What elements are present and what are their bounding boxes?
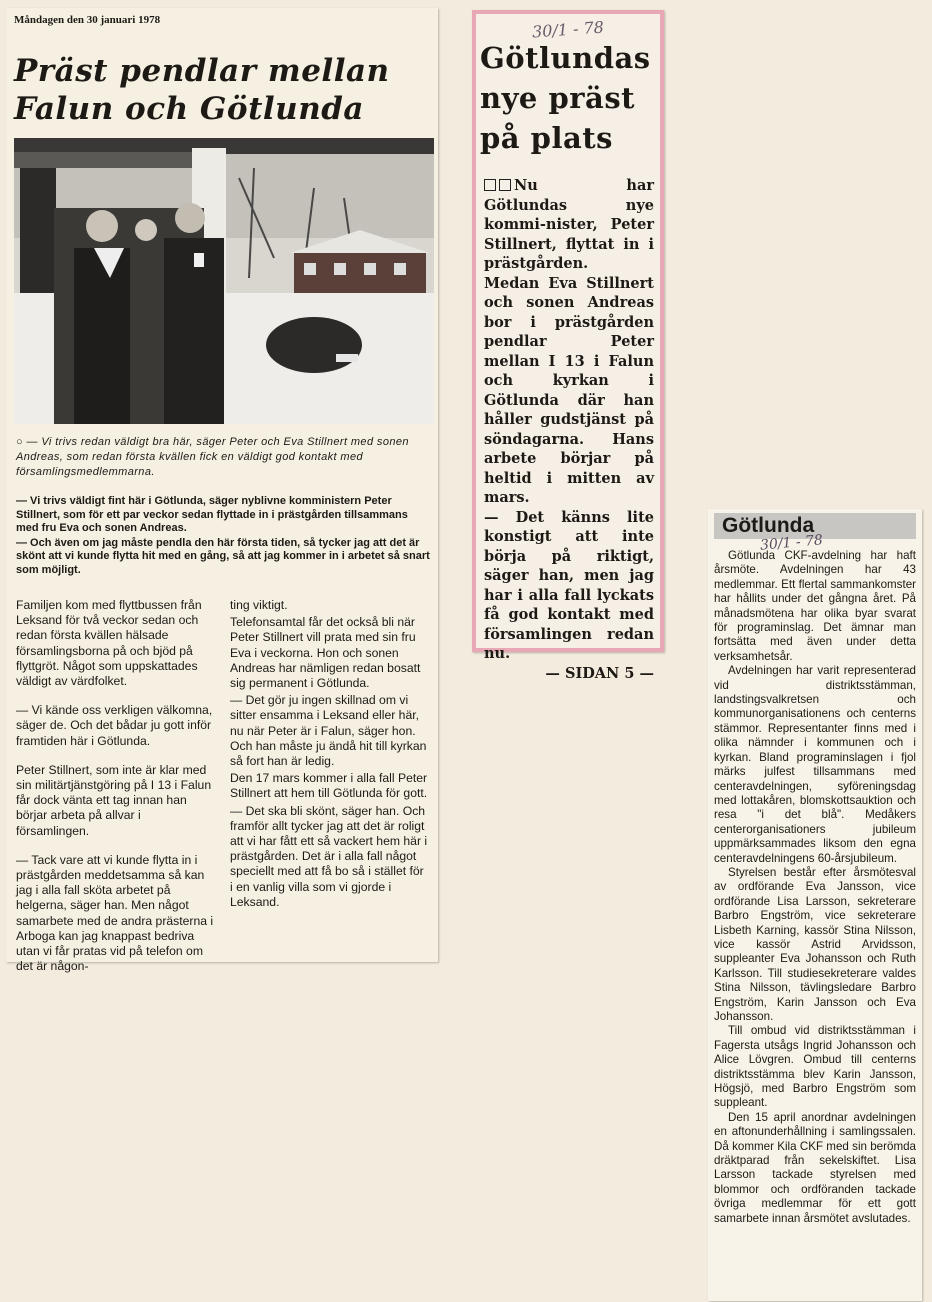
headline — [480, 38, 660, 158]
family-photo — [14, 138, 434, 424]
clipping-inner — [476, 14, 660, 682]
body-paragraph: Den 15 april anordnar avdelningen en aftonunderhållning i samlingssalen. Då kommer Kila CKF med sin berömda dräktparad från sekelskiftet. Lisa Larsson tackade styrelsen med blommor och ordföranden tackade övriga medlemmar för ett gott samarbete innan årsmötet avslutades. — [714, 1110, 916, 1225]
handwritten-date: 30/1 - 78 — [531, 17, 605, 42]
body-paragraph: Götlunda CKF-avdelning har haft årsmöte. Avdelningen har 43 medlemmar. Ett flertal sammankomster har hållits under det gångna året. På månadsmötena har olika byar svarat för programinslag. Det ämnar man fortsätta med även under detta verksamhetsår. — [714, 549, 916, 663]
headline-line: Präst pendlar mellan — [14, 53, 390, 89]
body-column-left — [16, 598, 214, 988]
dateline: Måndagen den 30 januari 1978 — [14, 14, 161, 26]
paragraph-text: Nu har Götlundas nye kommi-nister, Peter Stillnert, flyttat in i prästgården. — [484, 177, 654, 272]
headline-line: på plats — [480, 121, 613, 155]
page-reference: — SIDAN 5 — — [545, 664, 654, 682]
body-paragraph: — Det ska bli skönt, säger han. Och framför allt tycker jag att det är roligt att vi har fått ett så vackert hem här i prästgården. Det är i alla fall något speciellt med att få bo så i stället för i en vanlig villa som vi gjorde i Leksand. — [230, 803, 428, 909]
body-column-right — [230, 598, 428, 912]
body-paragraph: ting viktigt. — [230, 598, 288, 612]
handwritten-date: 30/1 - 78 — [759, 532, 824, 554]
headline-line: nye präst — [480, 81, 636, 115]
body-paragraph: Styrelsen består efter årsmötesval av ordförande Eva Jansson, vice ordförande Lisa Larsson, sekreterare Barbro Engström, vice sekreterare Lisbeth Karning, kassör Stina Nilsson, vice kassör Astrid Arvidsson, suppleanter Eva Johansson och Ruth Karlsson. Till studiesekreterare valdes Stina Nilsson, tävlingsledare Barbro Engström, Karin Jansson och Eva Johansson. — [714, 865, 916, 1023]
lead-paragraphs — [16, 495, 432, 578]
article-body — [484, 176, 654, 683]
notice-title: Götlunda — [714, 513, 916, 539]
body-paragraph: Till ombud vid distriktsstämman i Fagersta utsågs Ingrid Johansson och Alice Lövgren. Ombud till centerns distriktsstämma blev Karin Jansson, Högsjö, med Barbro Engström som suppleant. — [714, 1024, 916, 1110]
article-clipping-notice — [708, 509, 922, 1301]
bullet-box-icon — [484, 179, 496, 191]
body-paragraph: Peter Stillnert, som inte är klar med sin militärtjänstgöring på I 13 i Falun får dock vänta ett tag innan han börjar arbeta på allvar i församlingen. — [16, 762, 212, 838]
body-paragraph: Avdelningen har varit representerad vid distriktsstämman, landstingsvalkretsen och kommunorganisationens och centerns stämmor. Representanter finns med i olika nämnder i kommunen och i kyrkan. Bland programinslagen i fjol märks julfest tillsammans med centeravdelningen, syföreningsdag med lottakåren, blomskottsauktion och resa "i det blå". Medåkers centerorganisationers jubileum uppmärksammades liksom den egna centeravdelningens 60-årsjubileum. — [714, 664, 916, 865]
body-paragraph: — Tack vare att vi kunde flytta in i prästgården meddetsamma så kan jag i alla fall sköta arbetet på helgerna, säger han. Men något samarbete med de andra prästerna i Arboga kan jag knappast bedriva utan vi får pratas vid på telefon om det är någon- — [16, 852, 214, 974]
lead-paragraph: — Och även om jag måste pendla den här första tiden, så tycker jag att det är skönt att vi kunde flytta hit med en gång, så att jag kommer in i arbetet så snart som möjligt. — [16, 536, 430, 576]
article-clipping-main — [6, 8, 438, 974]
body-paragraph — [484, 176, 654, 274]
headline — [14, 52, 434, 128]
bullet-box-icon — [499, 179, 511, 191]
body-paragraph: — Det gör ju ingen skillnad om vi sitter ensamma i Leksand eller här, nu när Peter är i Falun, säger hon. Och han måste ju ändå hit till kyrkan så fort han är ledig. — [230, 693, 427, 769]
photo-caption: ○ — Vi trivs redan väldigt bra här, säger Peter och Eva Stillnert med sonen Andreas, som redan första kvällen fick en väldigt god kontakt med församlingsmedlemmarna. — [16, 436, 409, 478]
article-clipping-pink — [472, 10, 664, 682]
headline-line: Götlundas — [480, 41, 651, 75]
body-paragraph: — Det känns lite konstigt att inte börja på riktigt, säger han, men jag har i alla fall lyckats få god kontakt med församlingen redan nu. — [484, 508, 654, 662]
body-paragraph: Familjen kom med flyttbussen från Leksand för två veckor sedan och redan första kvällen hälsade församlingsborna på och bjöd på flyttgröt. Något som uppskattades väldigt av värdfolket. — [16, 598, 202, 689]
lead-paragraph: — Vi trivs väldigt fint här i Götlunda, säger nyblivne komministern Peter Stillnert, som för ett par veckor sedan flyttade in i prästgården tillsammans med fru Eva och sonen Andreas. — [16, 495, 408, 534]
body-paragraph: Den 17 mars kommer i alla fall Peter Stillnert att hem till Götlunda för gott. — [230, 771, 428, 801]
photo-illustration — [14, 138, 434, 424]
body-paragraph: Telefonsamtal får det också bli när Peter Stillnert vill prata med sin fru Eva i veckorna. Hon och sonen Andreas har nämligen redan bosatt sig permanent i Götlunda. — [230, 615, 421, 691]
body-paragraph: Medan Eva Stillnert och sonen Andreas bor i prästgården pendlar Peter mellan I 13 i Falun och kyrkan i Götlunda där han håller gudstjänst på söndagarna. Hans arbete börjar på heltid i mitten av mars. — [484, 274, 654, 506]
headline-line: Falun och Götlunda — [14, 91, 365, 127]
body-paragraph: — Vi kände oss verkligen välkomna, säger de. Och det bådar ju gott inför framtiden här i Götlunda. — [16, 703, 213, 748]
notice-body — [714, 549, 916, 1226]
